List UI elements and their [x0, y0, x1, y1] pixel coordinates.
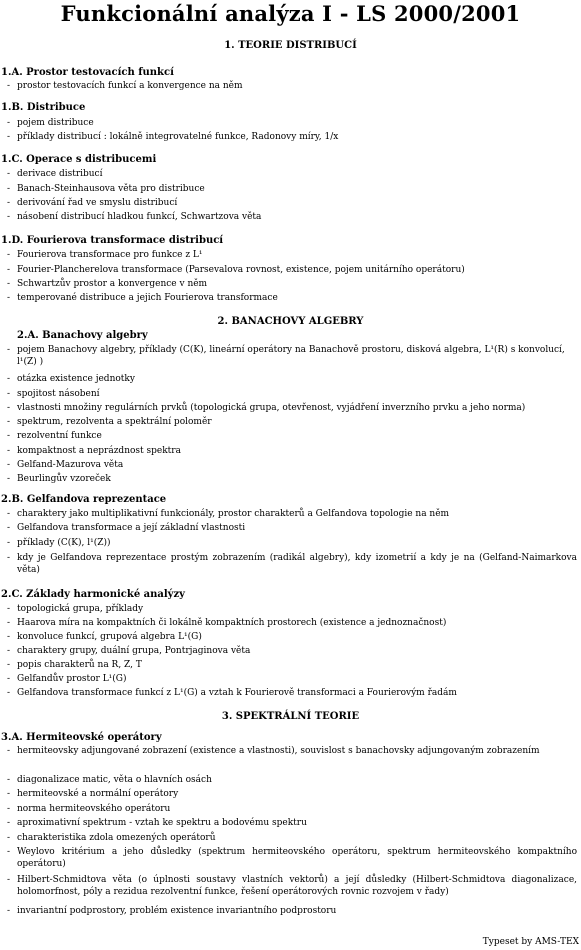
list-bullet: -	[7, 553, 11, 563]
list-bullet: -	[7, 132, 11, 142]
list-bullet: -	[7, 674, 11, 684]
list-bullet: -	[7, 431, 11, 441]
list-item-text: Banach-Steinhausova věta pro distribuce	[17, 184, 205, 194]
list-bullet: -	[7, 403, 11, 413]
section-heading-3a: 3.A. Hermiteovské operátory	[1, 732, 162, 743]
list-item-text: Gelfand-Mazurova věta	[17, 460, 124, 470]
list-item-text: Schwartzův prostor a konvergence v něm	[17, 279, 208, 289]
list-item-text: Beurlingův vzoreček	[17, 474, 111, 484]
list-item-text: Gelfandova transformace funkcí z L¹(G) a vztah k Fourierově transformaci a Fourierovým řadám	[17, 688, 457, 698]
list-bullet: -	[7, 169, 11, 179]
list-item-text: charaktery jako multiplikativní funkcionály, prostor charakterů a Gelfandova topologie na něm	[17, 509, 450, 519]
list-item-text: charaktery grupy, duální grupa, Pontrjaginova věta	[17, 646, 251, 656]
section-heading-1c: 1.C. Operace s distribucemi	[1, 154, 157, 165]
list-bullet: -	[7, 804, 11, 814]
list-item-text: pojem distribuce	[17, 118, 94, 128]
list-item-text: příklady distribucí : lokálně integrovatelné funkce, Radonovy míry, 1/x	[17, 132, 339, 142]
list-item-text: Fourier-Plancherelova transformace (Parsevalova rovnost, existence, pojem unitárního operátoru)	[17, 265, 465, 275]
list-item-text: vlastnosti množiny regulárních prvků (topologická grupa, otevřenost, vyjádření inverzního prvku a jeho norma)	[17, 403, 526, 413]
list-bullet: -	[7, 775, 11, 785]
part-heading-teorie-distribuci: 1. TEORIE DISTRIBUCÍ	[224, 40, 357, 51]
list-item-text: topologická grupa, příklady	[17, 604, 144, 614]
list-item-text: diagonalizace matic, věta o hlavních osách	[17, 775, 212, 785]
list-bullet: -	[7, 618, 11, 628]
list-bullet: -	[7, 523, 11, 533]
list-item-text: Hilbert-Schmidtova věta (o úplnosti soustavy vlastních vektorů) a její důsledky (Hilbert-Schmidtova diagonalizace, holomorfnost, póly a rezidua rezolventní funkce, řešení operátorových rovnic rozvojem v řady)	[17, 875, 577, 897]
section-heading-1a: 1.A. Prostor testovacích funkcí	[1, 67, 174, 78]
list-item-text: hermiteovské a normální operátory	[17, 789, 179, 799]
list-bullet: -	[7, 818, 11, 828]
list-bullet: -	[7, 184, 11, 194]
list-bullet: -	[7, 279, 11, 289]
list-bullet: -	[7, 446, 11, 456]
document-title: Funkcionální analýza I - LS 2000/2001	[60, 1, 521, 26]
list-item-text: popis charakterů na R, Z, T	[17, 660, 142, 670]
list-bullet: -	[7, 789, 11, 799]
list-item-text: hermiteovsky adjungované zobrazení (existence a vlastnosti), souvislost s banachovsky adjungovaným zobrazením	[17, 746, 540, 756]
list-bullet: -	[7, 293, 11, 303]
list-bullet: -	[7, 906, 11, 916]
part-heading-spektralni-teorie: 3. SPEKTRÁLNÍ TEORIE	[221, 711, 360, 722]
list-item-text: invariantní podprostory, problém existence invariantního podprostoru	[17, 906, 337, 916]
list-item-text: kompaktnost a neprázdnost spektra	[17, 446, 181, 456]
list-item-text: Fourierova transformace pro funkce z L¹	[17, 250, 203, 260]
list-item-text: rezolventní funkce	[17, 431, 102, 441]
list-bullet: -	[7, 646, 11, 656]
section-heading-2b: 2.B. Gelfandova reprezentace	[1, 494, 167, 505]
list-bullet: -	[7, 198, 11, 208]
section-heading-1b: 1.B. Distribuce	[1, 102, 86, 113]
list-item-text: charakteristika zdola omezených operátorů	[17, 833, 216, 843]
list-bullet: -	[7, 833, 11, 843]
section-heading-1d: 1.D. Fourierova transformace distribucí	[1, 235, 224, 246]
list-bullet: -	[7, 847, 11, 857]
list-bullet: -	[7, 632, 11, 642]
list-item-text: kdy je Gelfandova reprezentace prostým zobrazením (radikál algebry), kdy izometrií a kdy je na (Gelfand-Naimarkova věta)	[17, 553, 577, 575]
list-item-text: násobení distribucí hladkou funkcí, Schwartzova věta	[17, 212, 262, 222]
list-item-text: spektrum, rezolventa a spektrální poloměr	[17, 417, 212, 427]
list-bullet: -	[7, 460, 11, 470]
list-bullet: -	[7, 604, 11, 614]
list-bullet: -	[7, 875, 11, 885]
list-item-text: spojitost násobení	[17, 389, 100, 399]
list-item-text: Gelfandův prostor L¹(G)	[17, 674, 127, 684]
list-item-text: derivace distribucí	[17, 169, 103, 179]
list-bullet: -	[7, 474, 11, 484]
list-item-text: temperované distribuce a jejich Fourierova transformace	[17, 293, 278, 303]
section-heading-2a: 2.A. Banachovy algebry	[17, 330, 148, 341]
list-item-text: příklady (C(K), l¹(Z))	[17, 538, 111, 548]
list-bullet: -	[7, 509, 11, 519]
list-item-text: prostor testovacích funkcí a konvergence na něm	[17, 81, 243, 91]
list-item-text: pojem Banachovy algebry, příklady (C(K), lineární operátory na Banachově prostoru, disková algebra, L¹(R) s konvolucí, l¹(Z) )	[17, 345, 565, 367]
list-item-text: Haarova míra na kompaktních či lokálně kompaktních prostorech (existence a jednoznačnost)	[17, 618, 447, 628]
list-item-text: aproximativní spektrum - vztah ke spektru a bodovému spektru	[17, 818, 307, 828]
list-bullet: -	[7, 389, 11, 399]
list-item-text: konvoluce funkcí, grupová algebra L¹(G)	[17, 632, 202, 642]
list-bullet: -	[7, 417, 11, 427]
list-bullet: -	[7, 81, 11, 91]
list-item-text: Weylovo kritérium a jeho důsledky (spektrum hermiteovského operátoru, spektrum hermiteovského kompaktního operátoru)	[17, 847, 577, 869]
part-heading-banachovy-algebry: 2. BANACHOVY ALGEBRY	[217, 316, 364, 327]
list-bullet: -	[7, 212, 11, 222]
list-bullet: -	[7, 660, 11, 670]
list-bullet: -	[7, 345, 11, 355]
list-bullet: -	[7, 688, 11, 698]
list-bullet: -	[7, 538, 11, 548]
section-heading-2c: 2.C. Základy harmonické analýzy	[1, 589, 185, 600]
list-item-text: derivování řad ve smyslu distribucí	[17, 198, 178, 208]
list-bullet: -	[7, 746, 11, 756]
typeset-by-footer: Typeset by AMS-TEX	[482, 937, 579, 947]
list-item-text: norma hermiteovského operátoru	[17, 804, 171, 814]
list-item-text: otázka existence jednotky	[17, 374, 135, 384]
list-bullet: -	[7, 250, 11, 260]
list-item-text: Gelfandova transformace a její základní vlastnosti	[17, 523, 246, 533]
list-bullet: -	[7, 118, 11, 128]
list-bullet: -	[7, 265, 11, 275]
list-bullet: -	[7, 374, 11, 384]
